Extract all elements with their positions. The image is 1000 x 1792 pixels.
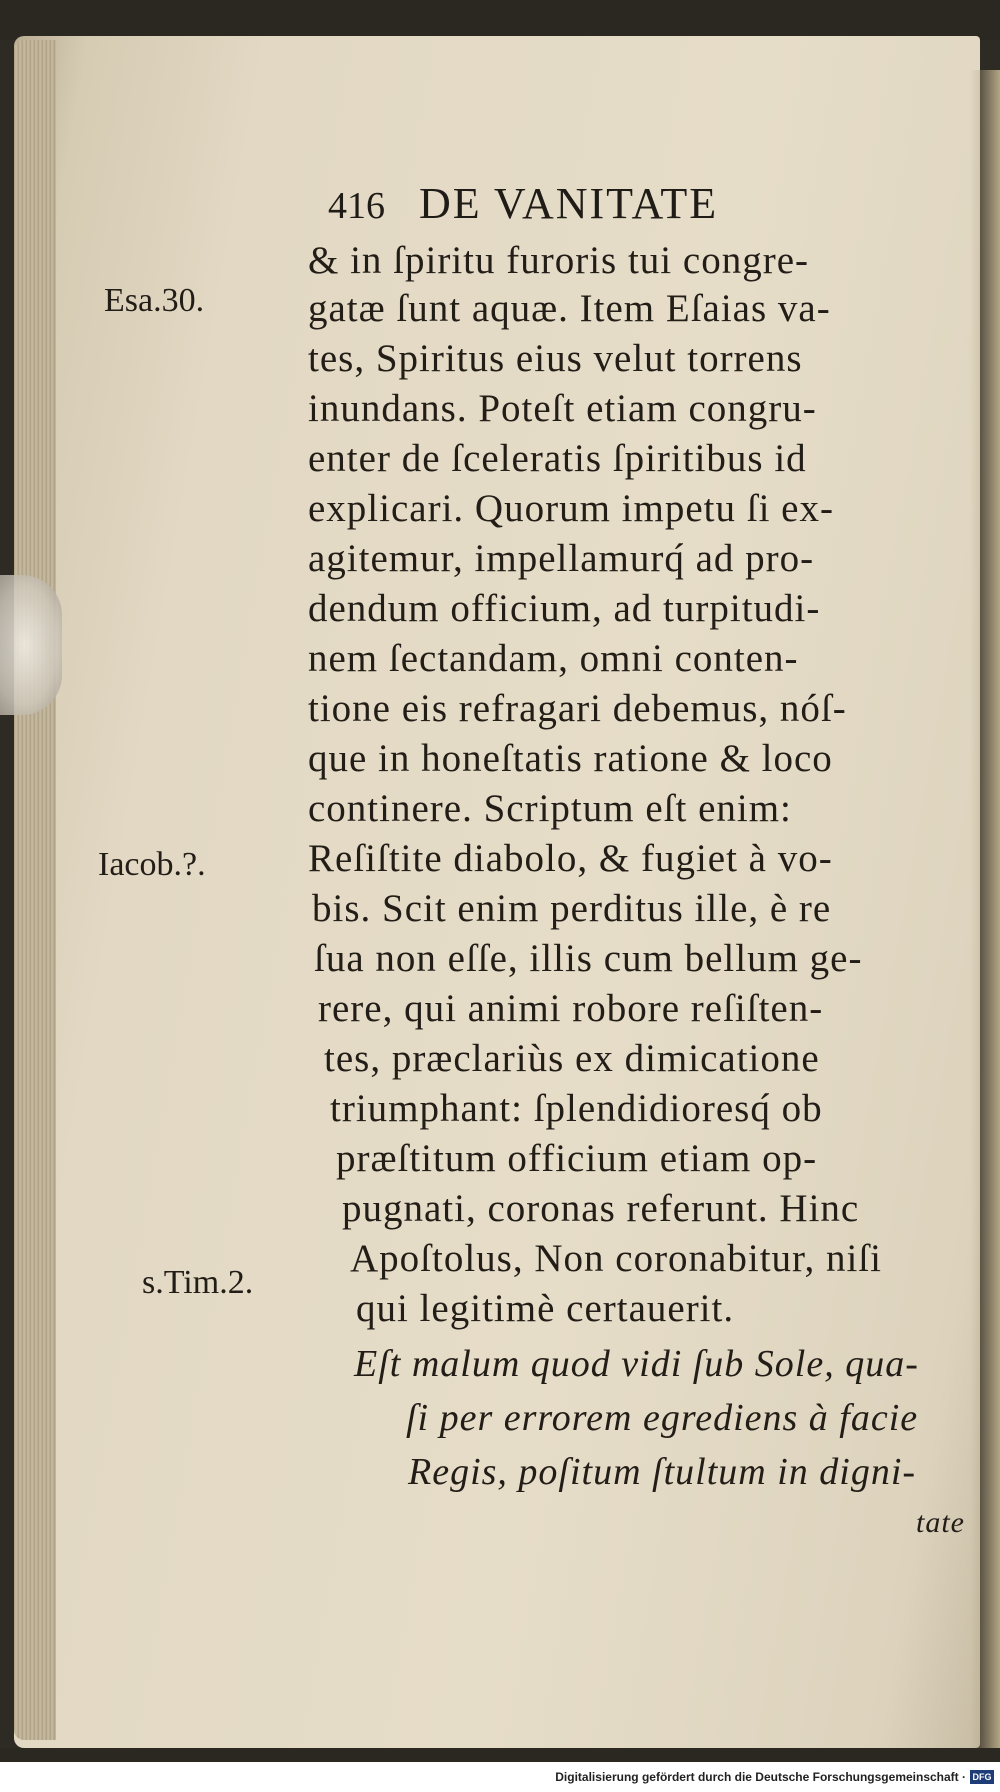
italic-text-line: ſi per errorem egrediens à facie [406, 1397, 919, 1439]
dfg-logo: DFG [970, 1770, 994, 1784]
text-line: agitemur, impellamurq́ ad pro- [308, 537, 815, 580]
text-line: Apoſtolus, Non coronabitur, niſi [350, 1237, 882, 1280]
funding-credit: Digitalisierung gefördert durch die Deutsche Forschungsgemeinschaft · [555, 1770, 966, 1784]
text-line: præſtitum officium etiam op- [336, 1137, 818, 1180]
text-line: nem ſectandam, omni conten- [308, 637, 799, 680]
text-line: bis. Scit enim perditus ille, è re [312, 887, 832, 930]
text-line: triumphant: ſplendidioresq́ ob [330, 1087, 823, 1130]
margin-note: s.Tim.2. [142, 1264, 254, 1301]
footer-bar [0, 1762, 1000, 1792]
text-line: dendum officium, ad turpitudi- [308, 587, 821, 630]
page-stack-edge [14, 40, 56, 1740]
italic-text-line: Eſt malum quod vidi ſub Sole, qua- [354, 1343, 919, 1385]
text-line: que in honeſtatis ratione & loco [308, 737, 833, 780]
text-line: tes, Spiritus eius velut torrens [308, 337, 803, 380]
text-line: rere, qui animi robore reſiſten- [318, 987, 824, 1030]
text-line: tione eis refragari debemus, nóſ- [308, 687, 847, 730]
gutter-shadow [970, 70, 1000, 1750]
text-line: gatæ ſunt aquæ. Item Eſaias va- [308, 287, 831, 330]
running-header [328, 178, 718, 229]
text-line: ſua non eſſe, illis cum bellum ge- [314, 937, 863, 980]
text-line: enter de ſceleratis ſpiritibus id [308, 437, 807, 480]
running-title: DE VANITATE [419, 179, 719, 228]
text-line: qui legitimè certauerit. [356, 1287, 735, 1330]
scan-top-border [0, 0, 1000, 40]
text-line: & in ſpiritu furoris tui congre- [308, 239, 809, 282]
scan-bottom-border [0, 1748, 1000, 1762]
page-clip [0, 575, 62, 715]
text-line: continere. Scriptum eſt enim: [308, 787, 792, 830]
text-line: Reſiſtite diabolo, & fugiet à vo- [308, 837, 833, 880]
margin-note: Esa.30. [104, 282, 205, 319]
italic-text-line: Regis, poſitum ſtultum in digni- [408, 1451, 917, 1493]
text-line: pugnati, coronas referunt. Hinc [342, 1187, 860, 1230]
text-line: explicari. Quorum impetu ſi ex- [308, 487, 834, 530]
catchword: tate [916, 1506, 965, 1539]
page-number: 416 [328, 185, 385, 227]
text-line: tes, præclariùs ex dimicatione [324, 1037, 820, 1080]
margin-note: Iacob.?. [98, 846, 206, 883]
text-line: inundans. Poteſt etiam congru- [308, 387, 817, 430]
